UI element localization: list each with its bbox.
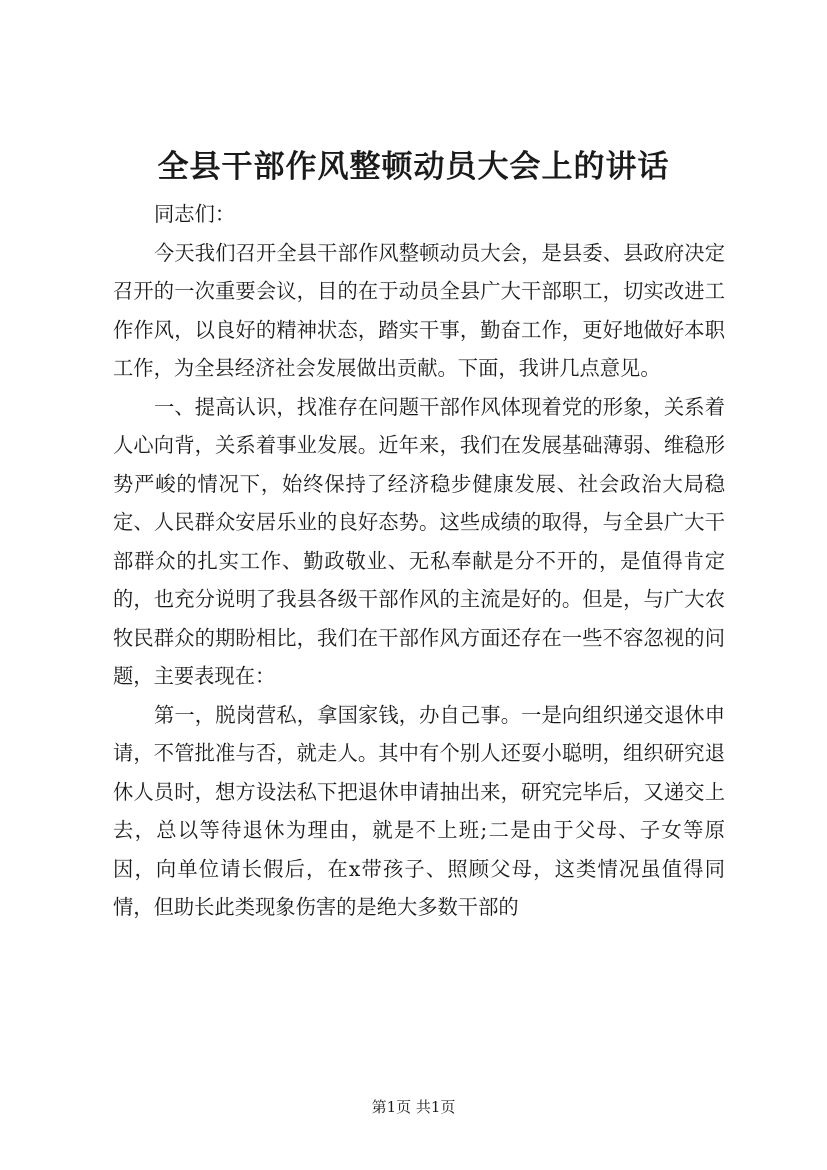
document-title: 全县干部作风整顿动员大会上的讲话: [157, 149, 670, 185]
paragraph: 今天我们召开全县干部作风整顿动员大会，是县委、县政府决定召开的一次重要会议，目的在于动员全县广大干部职工，切实改进工作作风，以良好的精神状态，踏实干事，勤奋工作，更好地做好本职工作，为全县经济社会发展做出贡献。下面，我讲几点意见。: [113, 240, 725, 380]
paragraph: 一、提高认识，找准存在问题干部作风体现着党的形象，关系着人心向背，关系着事业发展。近年来，我们在发展基础薄弱、维稳形势严峻的情况下，始终保持了经济稳步健康发展、社会政治大局稳定、人民群众安居乐业的良好态势。这些成绩的取得，与全县广大干部群众的扎实工作、勤政敬业、无私奉献是分不开的，是值得肯定的，也充分说明了我县各级干部作风的主流是好的。但是，与广大农牧民群众的期盼相比，我们在干部作风方面还存在一些不容忽视的问题，主要表现在：: [113, 394, 725, 688]
document-body: [113, 195, 725, 927]
salutation: 同志们：: [154, 202, 236, 226]
page-footer: 第1页 共1页: [371, 1098, 456, 1116]
paragraph: 第一，脱岗营私，拿国家钱，办自己事。一是向组织递交退休申请，不管批准与否，就走人。其中有个别人还耍小聪明，组织研究退休人员时，想方设法私下把退休申请抽出来，研究完毕后，又递交上去，总以等待退休为理由，就是不上班;二是由于父母、子女等原因，向单位请长假后，在x带孩子、照顾父母，这类情况虽值得同情，但助长此类现象伤害的是绝大多数干部的: [113, 702, 725, 919]
